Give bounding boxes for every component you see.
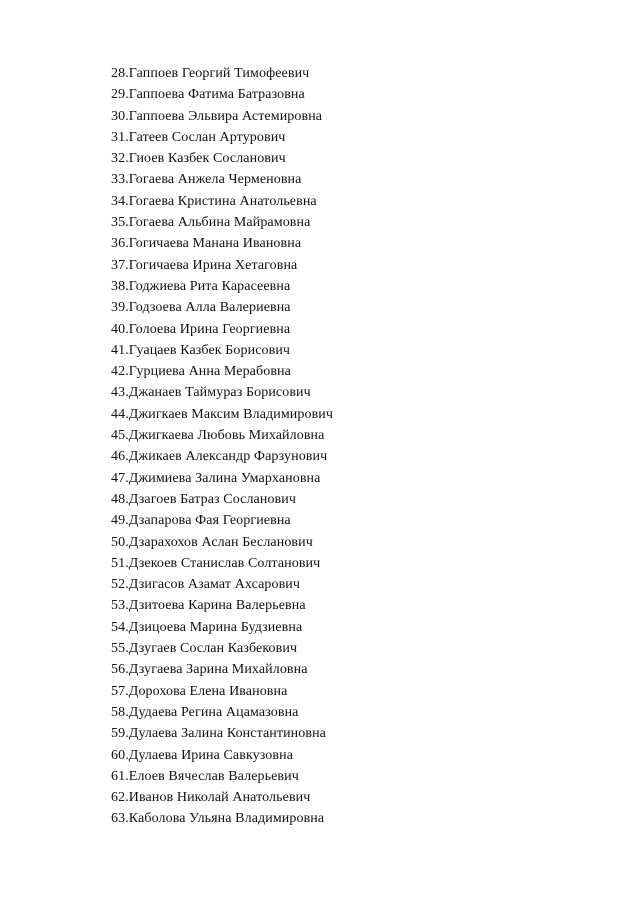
list-item: 62.Иванов Николай Анатольевич: [111, 790, 311, 806]
list-item: 51.Дзекоев Станислав Солтанович: [111, 555, 321, 571]
list-item: 60.Дулаева Ирина Савкузовна: [111, 747, 294, 763]
list-item: 57.Дорохова Елена Ивановна: [111, 683, 288, 699]
list-item: 29.Гаппоева Фатима Батразовна: [111, 87, 305, 103]
list-item: 33.Гогаева Анжела Черменовна: [111, 172, 302, 188]
list-item: 49.Дзапарова Фая Георгиевна: [111, 513, 291, 529]
list-item: 50.Дзарахохов Аслан Бесланович: [111, 534, 313, 550]
list-item: 40.Голоева Ирина Георгиевна: [111, 321, 291, 337]
list-item: 28.Гаппоев Георгий Тимофеевич: [111, 66, 310, 81]
list-item: 47.Джимиева Залина Умархановна: [111, 470, 321, 486]
list-item: 34.Гогаева Кристина Анатольевна: [111, 193, 317, 209]
list-item: 35.Гогаева Альбина Майрамовна: [111, 215, 311, 231]
list-item: 54.Дзицоева Марина Будзиевна: [111, 619, 303, 635]
list-item: 31.Гатеев Сослан Артурович: [111, 129, 286, 145]
list-item: 36.Гогичаева Манана Ивановна: [111, 236, 302, 252]
list-item: 56.Дзугаева Зарина Михайловна: [111, 662, 308, 678]
list-item: 37.Гогичаева Ирина Хетаговна: [111, 257, 298, 273]
list-item: 43.Джанаев Таймураз Борисович: [111, 385, 311, 401]
list-item: 59.Дулаева Залина Константиновна: [111, 726, 326, 742]
list-item: 45.Джигкаева Любовь Михайловна: [111, 428, 325, 444]
list-item: 42.Гурциева Анна Мерабовна: [111, 364, 291, 380]
list-item: 41.Гуацаев Казбек Борисович: [111, 342, 291, 358]
list-item: 46.Джикаев Александр Фарзунович: [111, 449, 328, 465]
list-item: 52.Дзигасов Азамат Ахсарович: [111, 577, 301, 593]
list-item: 39.Годзоева Алла Валериевна: [111, 300, 291, 316]
list-item: 38.Годжиева Рита Карасеевна: [111, 278, 291, 294]
list-item: 63.Каболова Ульяна Владимировна: [111, 811, 325, 827]
name-list: [111, 63, 333, 830]
list-item: 58.Дудаева Регина Ацамазовна: [111, 704, 299, 720]
list-item: 44.Джигкаев Максим Владимирович: [111, 406, 334, 422]
list-item: 55.Дзугаев Сослан Казбекович: [111, 641, 298, 657]
list-item: 48.Дзагоев Батраз Сосланович: [111, 491, 296, 507]
list-item: 53.Дзитоева Карина Валерьевна: [111, 598, 306, 614]
list-item: 32.Гиоев Казбек Сосланович: [111, 151, 286, 167]
list-item: 61.Елоев Вячеслав Валерьевич: [111, 768, 299, 784]
list-item: 30.Гаппоева Эльвира Астемировна: [111, 108, 323, 124]
